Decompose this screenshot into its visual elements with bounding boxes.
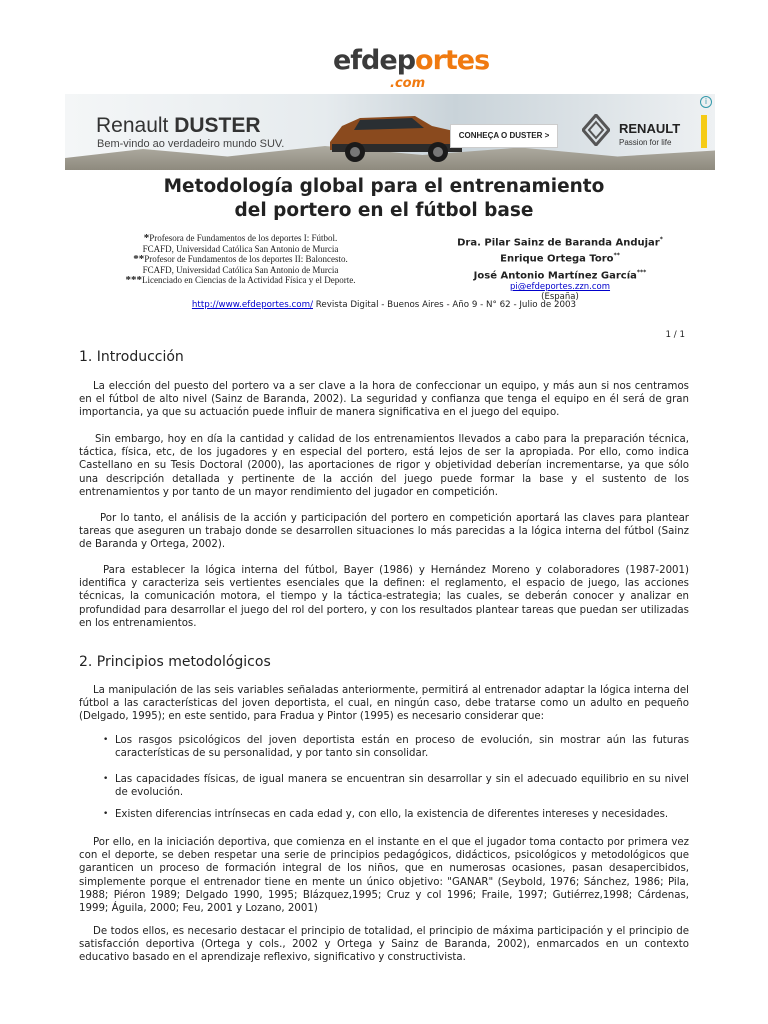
principles-paragraph-3: De todos ellos, es necesario destacar el principio de totalidad, el principio de máxima participación y el principio de satisfacción deportiva (Ortega y cols., 2002 y Ortega y Sainz de Baranda, 2002), enmarcados en un contexto educativo basado en el aprendizaje reflexivo, significativo y constructivista.: [79, 926, 689, 964]
affiliation-1-institution: FCAFD, Universidad Católica San Antonio de Murcia: [142, 243, 339, 254]
principles-paragraph-2: Por ello, en la iniciación deportiva, que comienza en el instante en el que el jugador toma contacto por primera vez con el deporte, se deben respetar una serie de principios pedagógicos, didácticos, psicológicos y metodológicos que garanticen un proceso de formación integral de los niños, que en numerosas ocasiones, pasan desapercibidos, simplemente porque el entrenador tiene en mente un único objetivo: "GANAR" (Seybold, 1976; Sánchez, 1986; Pila, 1988; Piéron 1989; Delgado 1990, 1995; Blázquez,1995; Cruz y col 1996; Fraile, 1997; Gutiérrez,1998; Cárdenas, 1999; Águila, 2000; Feu, 2001 y Lozano, 2001): [79, 837, 689, 915]
logo-domain: .com: [390, 76, 426, 91]
banner-title: Renault DUSTER: [96, 114, 261, 137]
intro-paragraph-1: La elección del puesto del portero va a ser clave a la hora de confeccionar un equipo, y más aun si nos centramos en el fútbol de alto nivel (Sainz de Baranda, 2002). La seguridad y confianza que tenga el equipo en él será de gran importancia, ya que su actuación puede influir de manera significativa en el juego del equipo.: [79, 381, 689, 419]
publication-info: [0, 300, 768, 310]
banner-tagline: Passion for life: [619, 138, 672, 147]
article-title: [0, 175, 768, 223]
affiliations: [118, 233, 363, 286]
affiliation-3: ***Licenciado en Ciencias de la Actividad Física y el Deporte.: [125, 274, 356, 287]
banner-subtitle: Bem-vindo ao verdadeiro mundo SUV.: [97, 138, 285, 150]
ad-banner[interactable]: [65, 94, 715, 170]
author-3: José Antonio Martínez García***: [473, 268, 647, 281]
principles-list-2: [103, 773, 689, 799]
page-indicator: 1 / 1: [665, 330, 685, 340]
car-image: [320, 104, 470, 166]
publication-details: Revista Digital - Buenos Aires - Año 9 - N° 62 - Julio de 2003: [313, 300, 577, 310]
list-item: • Los rasgos psicológicos del joven deportista están en proceso de evolución, sin mostrar aún las futuras características de su personalidad, y por tanto sin consolidar.: [103, 734, 689, 760]
intro-paragraph-4: Para establecer la lógica interna del fútbol, Bayer (1986) y Hernández Moreno y colaboradores (1987-2001) identifica y caracteriza seis vertientes esenciales que la definen: el reglamento, el espacio de juego, las acciones técnicas, la comunicación motora, el tiempo y la táctica-estrategia; las cuales, se deberán conocer y analizar en profundidad para desarrollar el juego del rol del portero, y con los resultados plantear tareas que puedan ser utilizadas en los entrenamientos.: [79, 565, 689, 629]
intro-paragraph-3: Por lo tanto, el análisis de la acción y participación del portero en competición aportará las claves para plantear tareas que aseguren un trabajo donde se desarrollen situaciones lo más parecidas a la lógica interna del fútbol (Sainz de Baranda y Ortega, 2002).: [79, 513, 689, 551]
site-logo[interactable]: [333, 40, 490, 96]
affiliation-2-institution: FCAFD, Universidad Católica San Antonio de Murcia: [142, 264, 339, 275]
intro-paragraph-2: Sin embargo, hoy en día la cantidad y calidad de los entrenamientos llevados a cabo para la preparación técnica, táctica, física, etc, de los jugadores y en especial del portero, está lejos de ser la apropiada. Por ello, como indica Castellano en su Tesis Doctoral (2000), las aportaciones de rigor y objetividad deberían incrementarse, ya que sólo una descripción detallada y pertinente de la acción del juego puede formar la base y el sustento de los entrenamientos y por tanto de un mayor rendimiento del jugador en competición.: [79, 434, 689, 498]
principles-list: [103, 734, 689, 760]
site-url-link[interactable]: http://www.efdeportes.com/: [191, 300, 313, 310]
author-2: Enrique Ortega Toro**: [500, 252, 620, 265]
list-item: • Existen diferencias intrínsecas en cada edad y, con ello, la existencia de diferentes intereses y necesidades.: [103, 808, 689, 821]
renault-diamond-icon: [582, 114, 610, 146]
logo-wordmark: efdeportes: [333, 45, 490, 76]
section-heading-introduction: 1. Introducción: [79, 349, 184, 365]
learn-more-button[interactable]: CONHEÇA O DUSTER >: [450, 124, 558, 148]
list-item: • Las capacidades físicas, de igual manera se encuentran sin desarrollar y sin el adecuado equilibrio en su nivel de evolución.: [103, 773, 689, 799]
banner-brand: RENAULT: [619, 121, 681, 136]
banner-accent-bar: [701, 115, 707, 148]
author-email-link[interactable]: pi@efdeportes.zzn.com: [509, 281, 611, 292]
ad-info-icon[interactable]: i: [700, 96, 712, 108]
section-heading-principles: 2. Principios metodológicos: [79, 654, 271, 670]
title-line-2: del portero en el fútbol base: [234, 200, 534, 221]
authors: [440, 233, 680, 302]
title-line-1: Metodología global para el entrenamiento: [163, 176, 605, 197]
principles-list-3: [103, 808, 689, 821]
author-1: Dra. Pilar Sainz de Baranda Andujar*: [457, 236, 663, 249]
affiliation-2: **Profesor de Fundamentos de los deportes II: Baloncesto.: [133, 253, 348, 266]
author-country: (España): [541, 291, 579, 302]
principles-paragraph-1: La manipulación de las seis variables señaladas anteriormente, permitirá al entrenador adaptar la lógica interna del fútbol a las características del joven deportista, el cual, en ningún caso, debe tratarse como un adulto en pequeño (Delgado, 1995); en este sentido, para Fradua y Pintor (1995) es necesario considerar que:: [79, 685, 689, 723]
affiliation-1: *Profesora de Fundamentos de los deportes I: Fútbol.: [143, 232, 338, 244]
